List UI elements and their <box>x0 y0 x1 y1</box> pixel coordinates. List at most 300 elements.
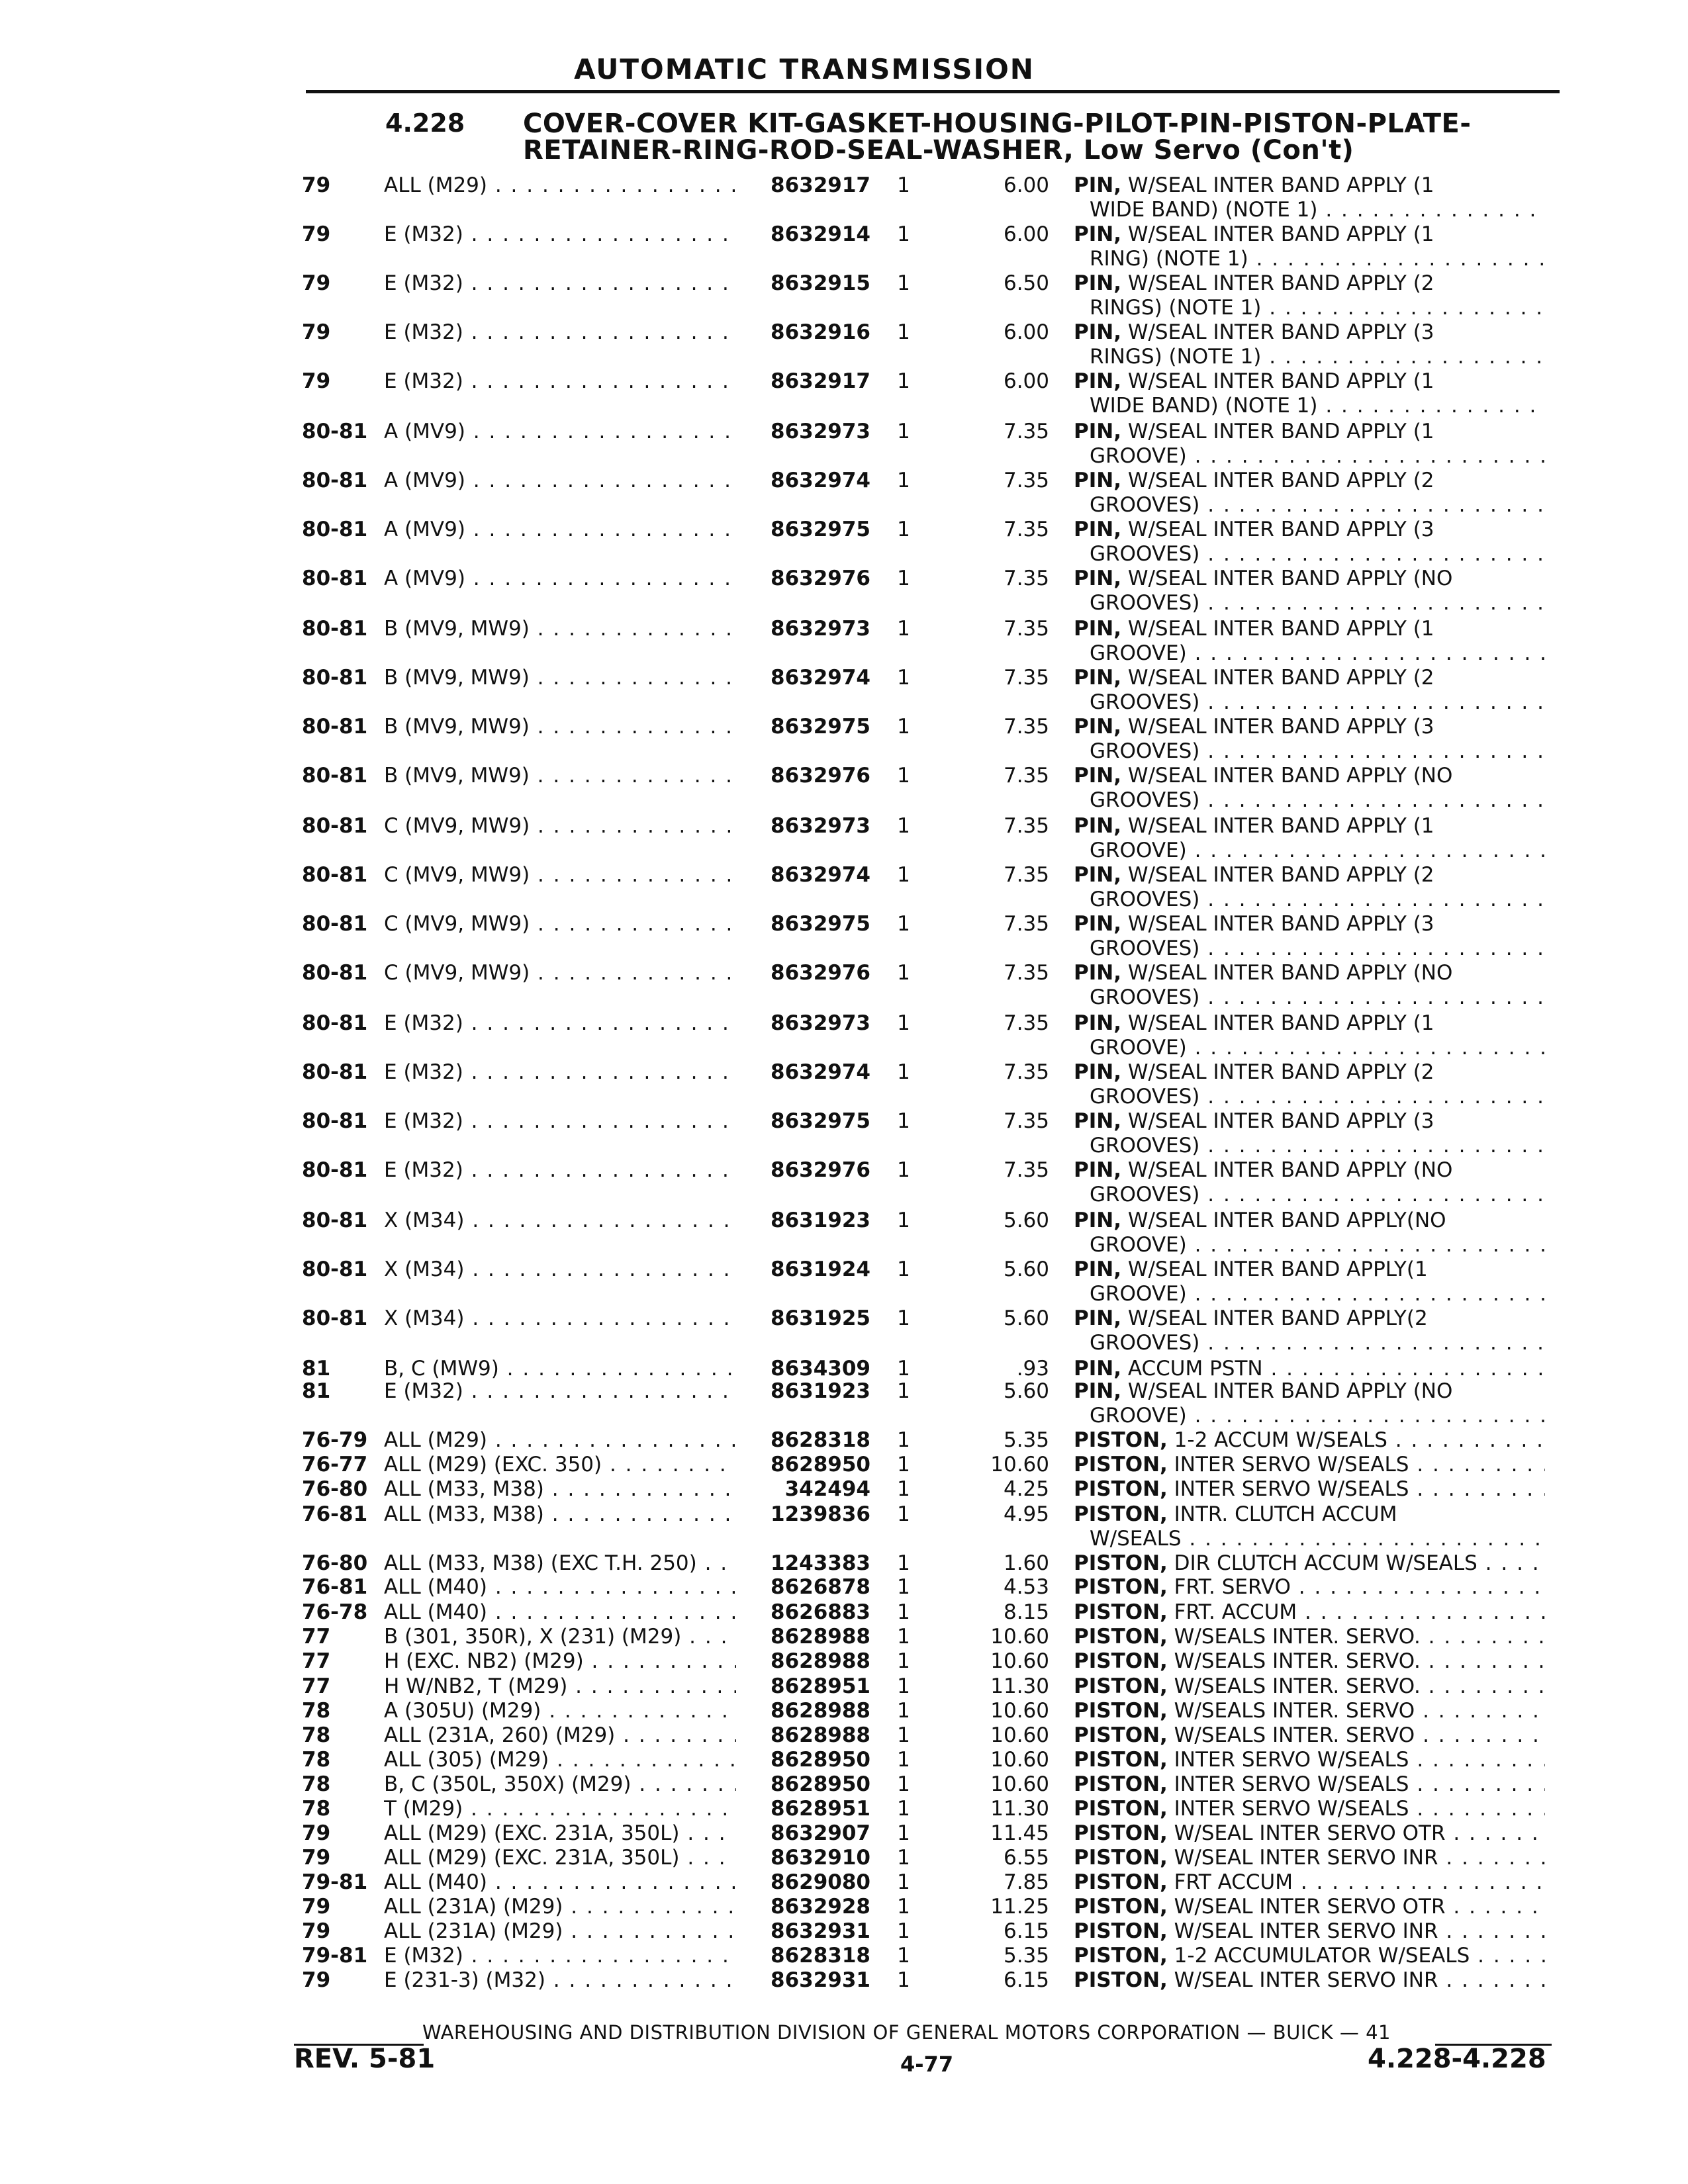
part-name: PIN, <box>1074 1109 1121 1133</box>
quantity-cell: 1 <box>897 1944 910 1968</box>
price-cell: 6.00 <box>1003 369 1049 393</box>
description-cell <box>1074 1379 1545 1428</box>
year-cell: 79-81 <box>302 1870 368 1894</box>
part-number-cell: 8632974 <box>771 863 870 887</box>
price-cell: 6.00 <box>1003 320 1049 344</box>
part-number-cell: 8632976 <box>771 567 870 590</box>
quantity-cell: 1 <box>897 1158 910 1182</box>
part-name: PISTON, <box>1074 1772 1168 1796</box>
parts-row <box>0 1208 1688 1261</box>
year-cell: 79 <box>302 222 331 246</box>
quantity-cell: 1 <box>897 764 910 788</box>
description-line2: GROOVE) . . . <box>1074 1233 1545 1257</box>
part-name: PISTON, <box>1074 1575 1168 1599</box>
part-number-cell: 8632975 <box>771 715 870 739</box>
description-line1 <box>1074 1600 1545 1625</box>
description-text: W/SEAL INTER BAND APPLY (3 <box>1121 1109 1434 1133</box>
model-cell: ALL (M33, M38) . . . <box>384 1477 736 1502</box>
description-line2: GROOVES) . . . <box>1074 690 1545 715</box>
description-line1 <box>1074 617 1434 641</box>
description-text: ACCUM PSTN <box>1121 1357 1263 1381</box>
year-cell: 80-81 <box>302 518 368 541</box>
description-text: W/SEAL INTER SERVO INR <box>1167 1846 1438 1870</box>
year-cell: 80-81 <box>302 1109 368 1133</box>
part-number-cell: 8628950 <box>771 1748 870 1772</box>
price-cell: 6.55 <box>1003 1846 1049 1870</box>
model-cell: ALL (231A, 260) (M29) . . . <box>384 1723 736 1748</box>
model-cell: B (MV9, MW9) . . . <box>384 617 736 641</box>
description-line1 <box>1074 1306 1428 1330</box>
model-cell: A (MV9) . . . <box>384 469 736 493</box>
description-cell <box>1074 1919 1545 1944</box>
price-cell: 5.60 <box>1003 1379 1049 1403</box>
year-cell: 79 <box>302 1821 331 1845</box>
description-text: W/SEALS INTER. SERVO. <box>1167 1674 1421 1698</box>
part-number-cell: 8628318 <box>771 1944 870 1968</box>
part-name: PISTON, <box>1074 1600 1168 1624</box>
part-name: PIN, <box>1074 1306 1121 1330</box>
model-cell: X (M34) . . . <box>384 1208 736 1233</box>
description-cell <box>1074 518 1545 567</box>
quantity-cell: 1 <box>897 222 910 246</box>
description-cell <box>1074 271 1545 320</box>
footer-section-range: 4.228-4.228 <box>1368 2044 1546 2074</box>
year-cell: 80-81 <box>302 1011 368 1035</box>
part-number-cell: 8632914 <box>771 222 870 246</box>
description-cell <box>1074 1208 1545 1257</box>
quantity-cell: 1 <box>897 715 910 739</box>
parts-row <box>0 1968 1688 2021</box>
description-cell <box>1074 764 1545 813</box>
description-text: W/SEALS INTER. SERVO. <box>1167 1625 1421 1649</box>
model-cell: C (MV9, MW9) . . . <box>384 814 736 839</box>
footer-revision: REV. 5-81 <box>294 2044 436 2074</box>
part-name: PIN, <box>1074 222 1121 246</box>
part-number-cell: 8632975 <box>771 912 870 936</box>
part-name: PISTON, <box>1074 1748 1168 1772</box>
description-line2: GROOVES) . . . <box>1074 542 1545 567</box>
description-cell <box>1074 469 1545 518</box>
year-cell: 76-79 <box>302 1428 368 1452</box>
quantity-cell: 1 <box>897 617 910 641</box>
description-cell <box>1074 1453 1545 1477</box>
model-cell: B (MV9, MW9) . . . <box>384 666 736 690</box>
description-text: W/SEAL INTER BAND APPLY (1 <box>1121 1011 1434 1035</box>
description-text: W/SEAL INTER BAND APPLY (3 <box>1121 518 1434 541</box>
model-cell: B, C (MW9) . . . <box>384 1357 736 1381</box>
description-cell <box>1074 1748 1545 1772</box>
description-line1 <box>1074 814 1434 838</box>
quantity-cell: 1 <box>897 1797 910 1821</box>
year-cell: 80-81 <box>302 863 368 887</box>
parts-row <box>0 617 1688 670</box>
price-cell: 5.60 <box>1003 1306 1049 1330</box>
year-cell: 78 <box>302 1748 331 1772</box>
price-cell: 5.35 <box>1003 1944 1049 1968</box>
parts-row <box>0 518 1688 570</box>
description-cell <box>1074 1846 1545 1870</box>
price-cell: 1.60 <box>1003 1551 1049 1575</box>
description-text: 1-2 ACCUM W/SEALS <box>1167 1428 1387 1452</box>
quantity-cell: 1 <box>897 1699 910 1723</box>
description-cell <box>1074 1895 1545 1919</box>
description-text: W/SEALS INTER. SERVO <box>1167 1723 1415 1747</box>
price-cell: .93 <box>1016 1357 1049 1381</box>
description-text: FRT. SERVO <box>1167 1575 1291 1599</box>
year-cell: 80-81 <box>302 1208 368 1232</box>
quantity-cell: 1 <box>897 1477 910 1501</box>
part-number-cell: 8632931 <box>771 1968 870 1992</box>
quantity-cell: 1 <box>897 1257 910 1281</box>
part-number-cell: 8628988 <box>771 1649 870 1673</box>
part-name: PIN, <box>1074 617 1121 641</box>
description-line2: WIDE BAND) (NOTE 1) . . . <box>1074 394 1545 418</box>
price-cell: 5.35 <box>1003 1428 1049 1452</box>
part-name: PISTON, <box>1074 1674 1168 1698</box>
description-line1 <box>1074 1919 1545 1944</box>
part-number-cell: 8632974 <box>771 666 870 690</box>
footer-company: WAREHOUSING AND DISTRIBUTION DIVISION OF GENERAL MOTORS CORPORATION — BUICK — 41 <box>422 2021 1391 2044</box>
part-name: PIN, <box>1074 961 1121 985</box>
part-name: PISTON, <box>1074 1797 1168 1821</box>
description-line1 <box>1074 1699 1545 1723</box>
price-cell: 6.15 <box>1003 1968 1049 1992</box>
price-cell: 10.60 <box>990 1649 1049 1673</box>
model-cell: E (M32) . . . <box>384 320 736 345</box>
quantity-cell: 1 <box>897 1060 910 1084</box>
model-cell: E (M32) . . . <box>384 1944 736 1968</box>
section-title-line1: COVER-COVER KIT-GASKET-HOUSING-PILOT-PIN-PISTON-PLATE- <box>523 109 1472 139</box>
price-cell: 11.30 <box>990 1674 1049 1698</box>
part-number-cell: 8632931 <box>771 1919 870 1943</box>
description-cell <box>1074 1357 1545 1381</box>
description-line2: GROOVES) . . . <box>1074 1331 1545 1355</box>
description-cell <box>1074 369 1545 418</box>
description-cell <box>1074 1797 1545 1821</box>
model-cell: ALL (M29) (EXC. 350) . . . <box>384 1453 736 1477</box>
quantity-cell: 1 <box>897 912 910 936</box>
parts-row <box>0 173 1688 226</box>
year-cell: 80-81 <box>302 764 368 788</box>
description-line2: GROOVE) . . . <box>1074 1036 1545 1060</box>
description-text: W/SEAL INTER SERVO INR <box>1167 1919 1438 1943</box>
description-cell <box>1074 1821 1545 1846</box>
description-cell <box>1074 1625 1545 1649</box>
part-name: PIN, <box>1074 420 1121 443</box>
model-cell: A (MV9) . . . <box>384 420 736 444</box>
description-text: W/SEAL INTER BAND APPLY (2 <box>1121 271 1434 295</box>
part-number-cell: 8632976 <box>771 1158 870 1182</box>
part-name: PIN, <box>1074 567 1121 590</box>
description-text: INTR. CLUTCH ACCUM <box>1167 1502 1397 1526</box>
part-number-cell: 8632910 <box>771 1846 870 1870</box>
part-name: PIN, <box>1074 764 1121 788</box>
model-cell: E (231-3) (M32) . . . <box>384 1968 736 1993</box>
description-cell <box>1074 912 1545 961</box>
parts-row <box>0 567 1688 619</box>
quantity-cell: 1 <box>897 1968 910 1992</box>
part-name: PISTON, <box>1074 1919 1168 1943</box>
parts-row <box>0 1158 1688 1211</box>
year-cell: 81 <box>302 1357 331 1381</box>
description-line2: GROOVE) . . . <box>1074 839 1545 863</box>
year-cell: 77 <box>302 1674 331 1698</box>
price-cell: 4.25 <box>1003 1477 1049 1501</box>
year-cell: 76-81 <box>302 1575 368 1599</box>
quantity-cell: 1 <box>897 1208 910 1232</box>
description-line1 <box>1074 1723 1545 1748</box>
description-text: FRT. ACCUM <box>1167 1600 1297 1624</box>
year-cell: 80-81 <box>302 1306 368 1330</box>
description-text: W/SEAL INTER BAND APPLY (1 <box>1121 369 1434 393</box>
year-cell: 80-81 <box>302 469 368 492</box>
page-title: AUTOMATIC TRANSMISSION <box>574 53 1035 85</box>
description-line2: GROOVES) . . . <box>1074 591 1545 615</box>
year-cell: 80-81 <box>302 420 368 443</box>
part-name: PISTON, <box>1074 1968 1168 1992</box>
description-cell <box>1074 1649 1545 1674</box>
description-text: 1-2 ACCUMULATOR W/SEALS <box>1167 1944 1470 1968</box>
price-cell: 7.35 <box>1003 617 1049 641</box>
description-text: W/SEAL INTER BAND APPLY (3 <box>1121 715 1434 739</box>
part-number-cell: 8632916 <box>771 320 870 344</box>
price-cell: 10.60 <box>990 1625 1049 1649</box>
model-cell: C (MV9, MW9) . . . <box>384 912 736 936</box>
quantity-cell: 1 <box>897 469 910 492</box>
description-line2: GROOVE) . . . <box>1074 444 1545 469</box>
description-text: W/SEAL INTER BAND APPLY (NO <box>1121 961 1453 985</box>
part-name: PISTON, <box>1074 1723 1168 1747</box>
price-cell: 7.35 <box>1003 1011 1049 1035</box>
year-cell: 76-80 <box>302 1477 368 1501</box>
description-line2: GROOVES) . . . <box>1074 887 1545 912</box>
parts-row <box>0 1379 1688 1432</box>
part-number-cell: 8632917 <box>771 173 870 197</box>
description-line2: RINGS) (NOTE 1) . . . <box>1074 296 1545 320</box>
description-line1 <box>1074 715 1434 739</box>
year-cell: 79 <box>302 1846 331 1870</box>
quantity-cell: 1 <box>897 1357 910 1381</box>
part-number-cell: 8626878 <box>771 1575 870 1599</box>
description-line1 <box>1074 1625 1545 1649</box>
description-line1 <box>1074 420 1434 443</box>
description-text: INTER SERVO W/SEALS <box>1167 1797 1409 1821</box>
price-cell: 7.35 <box>1003 912 1049 936</box>
part-number-cell: 8632907 <box>771 1821 870 1845</box>
price-cell: 7.35 <box>1003 863 1049 887</box>
part-number-cell: 8629080 <box>771 1870 870 1894</box>
description-line2: RING) (NOTE 1) . . . <box>1074 247 1545 271</box>
description-line1 <box>1074 469 1434 492</box>
description-line1 <box>1074 1453 1545 1477</box>
model-cell: E (M32) . . . <box>384 1379 736 1404</box>
price-cell: 4.53 <box>1003 1575 1049 1599</box>
part-name: PISTON, <box>1074 1846 1168 1870</box>
part-name: PIN, <box>1074 469 1121 492</box>
description-cell <box>1074 173 1545 222</box>
description-line2: GROOVES) . . . <box>1074 985 1545 1010</box>
part-number-cell: 8631923 <box>771 1208 870 1232</box>
parts-row <box>0 369 1688 422</box>
part-name: PIN, <box>1074 1379 1121 1403</box>
part-number-cell: 8626883 <box>771 1600 870 1624</box>
price-cell: 7.35 <box>1003 1060 1049 1084</box>
parts-row <box>0 320 1688 373</box>
parts-row <box>0 1060 1688 1113</box>
description-text: W/SEALS INTER. SERVO. <box>1167 1649 1421 1673</box>
part-name: PISTON, <box>1074 1502 1168 1526</box>
quantity-cell: 1 <box>897 518 910 541</box>
part-number-cell: 8632976 <box>771 764 870 788</box>
description-cell <box>1074 617 1545 666</box>
quantity-cell: 1 <box>897 1723 910 1747</box>
description-line2: GROOVES) . . . <box>1074 1085 1545 1109</box>
part-name: PISTON, <box>1074 1477 1168 1501</box>
year-cell: 79 <box>302 271 331 295</box>
model-cell: E (M32) . . . <box>384 369 736 394</box>
description-cell <box>1074 715 1545 764</box>
part-name: PIN, <box>1074 1208 1121 1232</box>
description-line1 <box>1074 1208 1446 1232</box>
description-line2: GROOVES) . . . <box>1074 1134 1545 1158</box>
section-number: 4.228 <box>385 109 465 138</box>
description-text: W/SEAL INTER SERVO INR <box>1167 1968 1438 1992</box>
part-number-cell: 8632973 <box>771 420 870 443</box>
description-line1 <box>1074 1944 1545 1968</box>
price-cell: 7.35 <box>1003 764 1049 788</box>
model-cell: ALL (M29) (EXC. 231A, 350L) . . . <box>384 1846 736 1870</box>
part-number-cell: 8628988 <box>771 1625 870 1649</box>
quantity-cell: 1 <box>897 1870 910 1894</box>
description-line1 <box>1074 1797 1545 1821</box>
year-cell: 77 <box>302 1625 331 1649</box>
description-text: W/SEALS INTER. SERVO <box>1167 1699 1415 1723</box>
part-name: PIN, <box>1074 1060 1121 1084</box>
part-name: PIN, <box>1074 1257 1121 1281</box>
price-cell: 7.85 <box>1003 1870 1049 1894</box>
model-cell: ALL (231A) (M29) . . . <box>384 1919 736 1944</box>
quantity-cell: 1 <box>897 1575 910 1599</box>
description-line1 <box>1074 764 1452 788</box>
price-cell: 5.60 <box>1003 1257 1049 1281</box>
year-cell: 80-81 <box>302 912 368 936</box>
description-text: INTER SERVO W/SEALS <box>1167 1477 1409 1501</box>
quantity-cell: 1 <box>897 1649 910 1673</box>
quantity-cell: 1 <box>897 1919 910 1943</box>
part-name: PISTON, <box>1074 1625 1168 1649</box>
description-line2: GROOVES) . . . <box>1074 493 1545 518</box>
part-name: PISTON, <box>1074 1649 1168 1673</box>
description-line1 <box>1074 1674 1545 1699</box>
year-cell: 81 <box>302 1379 331 1403</box>
description-text: W/SEAL INTER BAND APPLY (2 <box>1121 469 1434 492</box>
part-name: PIN, <box>1074 814 1121 838</box>
model-cell: ALL (M40) . . . <box>384 1575 736 1600</box>
price-cell: 7.35 <box>1003 1109 1049 1133</box>
quantity-cell: 1 <box>897 420 910 443</box>
part-number-cell: 8631923 <box>771 1379 870 1403</box>
description-line2: GROOVES) . . . <box>1074 739 1545 764</box>
quantity-cell: 1 <box>897 1748 910 1772</box>
description-line1 <box>1074 1649 1545 1674</box>
part-number-cell: 8632915 <box>771 271 870 295</box>
year-cell: 79 <box>302 173 331 197</box>
model-cell: T (M29) . . . <box>384 1797 736 1821</box>
parts-row <box>0 1502 1688 1555</box>
part-name: PIN, <box>1074 912 1121 936</box>
price-cell: 10.60 <box>990 1748 1049 1772</box>
year-cell: 78 <box>302 1699 331 1723</box>
description-cell <box>1074 1723 1545 1748</box>
description-text: W/SEAL INTER BAND APPLY (1 <box>1121 814 1434 838</box>
description-cell <box>1074 1158 1545 1207</box>
part-number-cell: 8628950 <box>771 1453 870 1477</box>
quantity-cell: 1 <box>897 1011 910 1035</box>
part-name: PIN, <box>1074 1357 1121 1381</box>
model-cell: C (MV9, MW9) . . . <box>384 961 736 985</box>
description-text: INTER SERVO W/SEALS <box>1167 1772 1409 1796</box>
description-line1 <box>1074 961 1452 985</box>
part-name: PIN, <box>1074 1158 1121 1182</box>
description-line1 <box>1074 1379 1452 1403</box>
description-text: INTER SERVO W/SEALS <box>1167 1748 1409 1772</box>
parts-row <box>0 1109 1688 1162</box>
price-cell: 7.35 <box>1003 567 1049 590</box>
model-cell: ALL (M29) . . . <box>384 1428 736 1453</box>
parts-row <box>0 271 1688 324</box>
description-text: W/SEAL INTER BAND APPLY (NO <box>1121 1158 1453 1182</box>
quantity-cell: 1 <box>897 173 910 197</box>
quantity-cell: 1 <box>897 271 910 295</box>
description-text: W/SEAL INTER BAND APPLY (1 <box>1121 173 1434 197</box>
part-number-cell: 8632973 <box>771 1011 870 1035</box>
year-cell: 79 <box>302 1968 331 1992</box>
model-cell: B (MV9, MW9) . . . <box>384 764 736 788</box>
year-cell: 80-81 <box>302 1158 368 1182</box>
part-number-cell: 342494 <box>784 1477 870 1501</box>
part-number-cell: 8632928 <box>771 1895 870 1919</box>
quantity-cell: 1 <box>897 1551 910 1575</box>
quantity-cell: 1 <box>897 961 910 985</box>
description-line1 <box>1074 1772 1545 1797</box>
price-cell: 7.35 <box>1003 420 1049 443</box>
description-text: W/SEAL INTER BAND APPLY(NO <box>1121 1208 1446 1232</box>
description-line2: GROOVE) . . . <box>1074 1282 1545 1306</box>
year-cell: 80-81 <box>302 666 368 690</box>
price-cell: 6.00 <box>1003 222 1049 246</box>
description-line1 <box>1074 222 1434 246</box>
footer-page-number: 4-77 <box>900 2052 954 2077</box>
description-text: INTER SERVO W/SEALS <box>1167 1453 1409 1477</box>
quantity-cell: 1 <box>897 1502 910 1526</box>
description-text: W/SEAL INTER BAND APPLY (NO <box>1121 764 1453 788</box>
quantity-cell: 1 <box>897 1109 910 1133</box>
quantity-cell: 1 <box>897 1674 910 1698</box>
part-number-cell: 8632975 <box>771 518 870 541</box>
price-cell: 5.60 <box>1003 1208 1049 1232</box>
year-cell: 80-81 <box>302 961 368 985</box>
year-cell: 79-81 <box>302 1944 368 1968</box>
description-line1 <box>1074 1895 1545 1919</box>
price-cell: 7.35 <box>1003 666 1049 690</box>
description-line2: W/SEALS . . . <box>1074 1527 1545 1551</box>
description-line2: GROOVE) . . . <box>1074 641 1545 666</box>
part-name: PIN, <box>1074 320 1121 344</box>
description-text: FRT ACCUM <box>1167 1870 1293 1894</box>
model-cell: ALL (M33, M38) (EXC T.H. 250) . . . <box>384 1551 736 1576</box>
model-cell: H W/NB2, T (M29) . . . <box>384 1674 736 1699</box>
model-cell: B, C (350L, 350X) (M29) . . . <box>384 1772 736 1797</box>
